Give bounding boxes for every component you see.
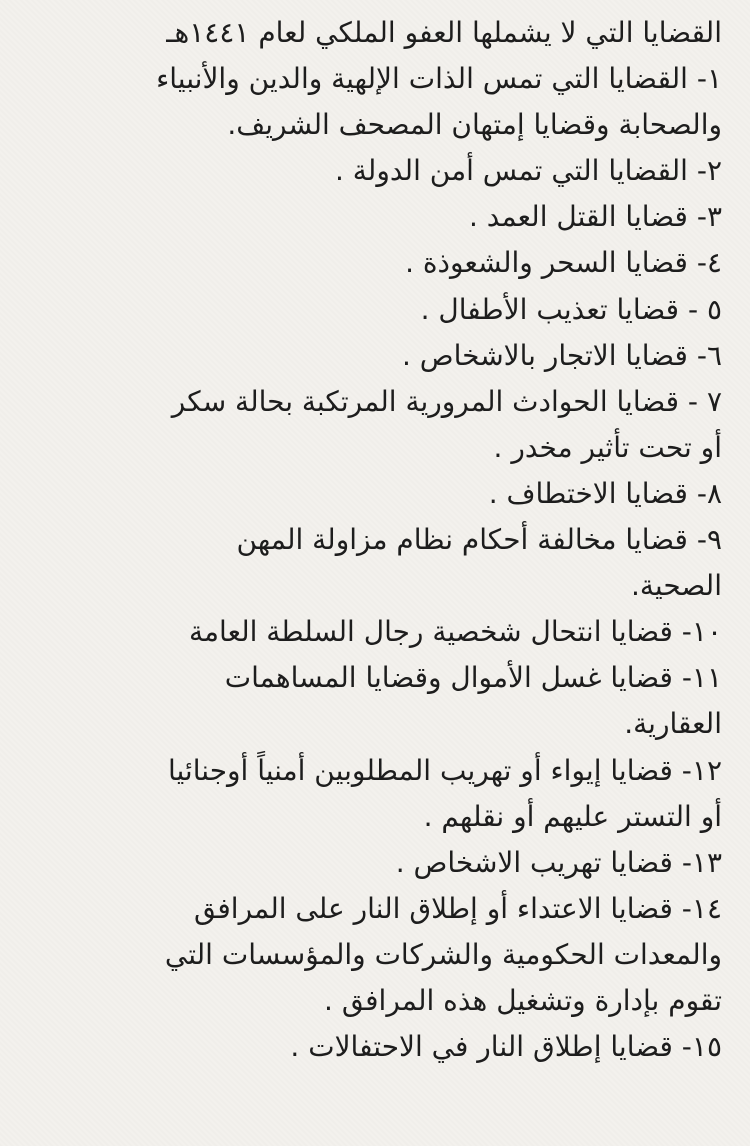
text-line: ٥ - قضايا تعذيب الأطفال . [420, 292, 722, 326]
text-line: العقارية. [624, 707, 722, 741]
text-line: أو تحت تأثير مخدر . [493, 430, 722, 464]
text-line: ١٣- قضايا تهريب الاشخاص . [395, 845, 722, 879]
text-line: ١١- قضايا غسل الأموال وقضايا المساهمات [224, 661, 722, 695]
document-title: القضايا التي لا يشملها العفو الملكي لعام ١٤٤١هـ [166, 16, 722, 49]
text-line: ١٤- قضايا الاعتداء أو إطلاق النار على المرافق [194, 891, 722, 925]
text-line: الصحية. [630, 569, 722, 603]
text-line: ٨- قضايا الاختطاف . [488, 476, 722, 510]
text-line: أو التستر عليهم أو نقلهم . [423, 799, 722, 833]
text-line: ٣- قضايا القتل العمد . [468, 200, 722, 234]
text-line: ١٠- قضايا انتحال شخصية رجال السلطة العامة [189, 615, 722, 649]
text-line: والصحابة وقضايا إمتهان المصحف الشريف. [227, 108, 722, 142]
text-line: ٩- قضايا مخالفة أحكام نظام مزاولة المهن [236, 523, 722, 557]
text-line: ١٥- قضايا إطلاق النار في الاحتفالات . [290, 1030, 722, 1064]
text-line: ١- القضايا التي تمس الذات الإلهية والدين والأنبياء [156, 62, 722, 96]
text-line: تقوم بإدارة وتشغيل هذه المرافق . [324, 983, 722, 1017]
text-line: والمعدات الحكومية والشركات والمؤسسات التي [164, 937, 722, 971]
text-line: ٧ - قضايا الحوادث المرورية المرتكبة بحالة سكر [171, 384, 722, 418]
text-line: ٢- القضايا التي تمس أمن الدولة . [334, 154, 722, 188]
text-line: ١٢- قضايا إيواء أو تهريب المطلوبين أمنياً أوجنائيا [167, 753, 722, 787]
text-line: ٦- قضايا الاتجار بالاشخاص . [401, 338, 722, 372]
text-line: ٤- قضايا السحر والشعوذة . [405, 246, 722, 280]
